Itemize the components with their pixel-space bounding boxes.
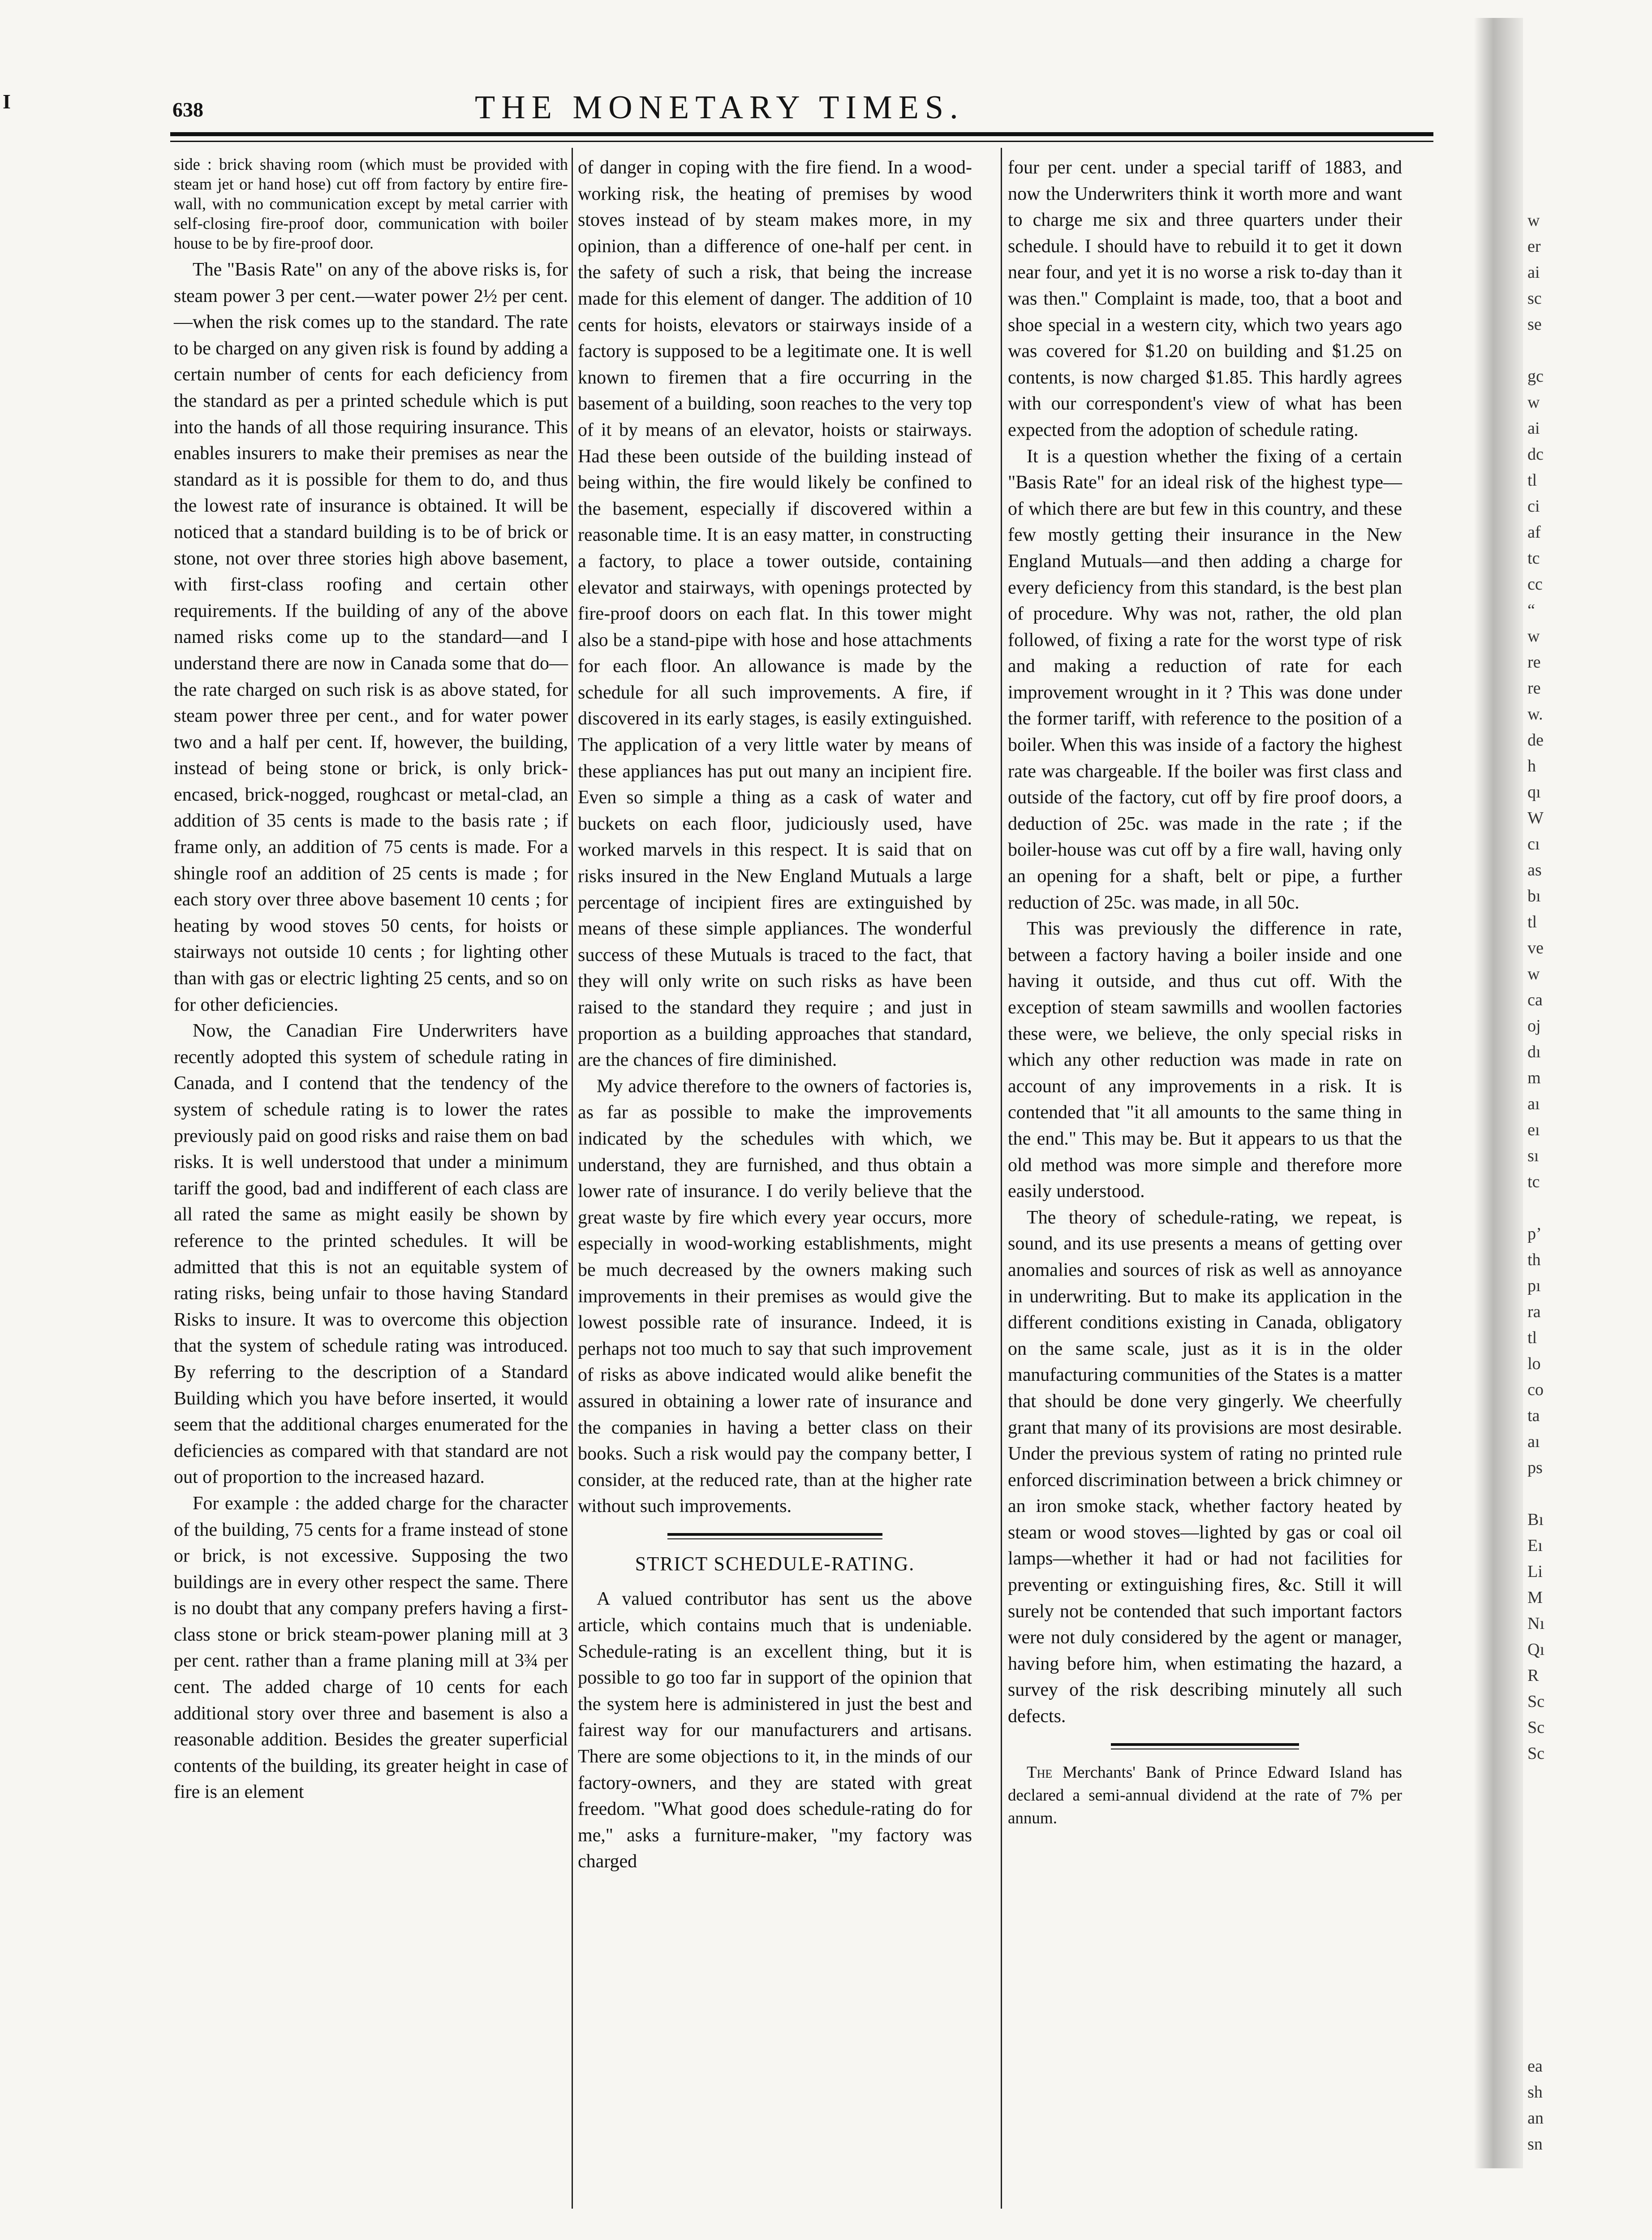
edge-fragment: Qı: [1527, 1640, 1544, 1659]
paragraph: The "Basis Rate" on any of the above risks is, for steam power 3 per cent.—water power 2½ per cent.—when the risk comes up to the standard. The rate to be charged on any given risk is found by adding a certain number of cents for each deficiency from the standard as per a printed schedule which is put into the hands of all those requiring insurance. This enables insurers to make their premises as near the standard as it is possible for them to do, and thus the lowest rate of insurance is obtained. It will be noticed that a standard building is to be of brick or stone, not over three stories high above basement, with first-class roofing and certain other requirements. If the building of any of the above named risks come up to the standard—and I understand there are now in Canada some that do—the rate charged on such risk is as above stated, for steam power three per cent., and for water power two and a half per cent. If, however, the building, instead of being stone or brick, is only brick-encased, brick-nogged, roughcast or metal-clad, an addition of 35 cents is made to the basis rate ; if frame only, an addition of 75 cents is made. For a shingle roof an addition of 25 cents is made ; for each story over three above basement 10 cents ; for heating by wood stoves 50 cents, for hoists or stairways not outside 10 cents ; for lighting other than with gas or electric lighting 25 cents, and so on for other deficiencies.: [174, 259, 568, 1015]
edge-fragment: gc: [1527, 367, 1544, 386]
edge-fragment: w: [1527, 627, 1540, 646]
header-rule-thick: [170, 132, 1433, 136]
edge-fragment: sh: [1527, 2083, 1543, 2102]
note-rule: [1111, 1743, 1299, 1749]
header-rule-thin: [170, 141, 1433, 142]
edge-fragment: ea: [1527, 2057, 1543, 2076]
column-divider-1: [572, 148, 573, 2209]
edge-fragment: w: [1527, 965, 1540, 983]
edge-fragment: ai: [1527, 419, 1540, 438]
masthead-title: THE MONETARY TIMES.: [475, 89, 964, 126]
edge-fragment: w: [1527, 393, 1540, 412]
edge-fragment: Li: [1527, 1562, 1543, 1581]
section-rule: [667, 1533, 882, 1539]
edge-fragment: tl: [1527, 471, 1537, 490]
edge-fragment: R: [1527, 1666, 1539, 1685]
edge-fragment: cı: [1527, 835, 1540, 853]
edge-fragment: th: [1527, 1250, 1541, 1269]
edge-fragment: tl: [1527, 1328, 1537, 1347]
edge-fragment: oj: [1527, 1017, 1541, 1035]
edge-fragment: ai: [1527, 263, 1540, 282]
edge-fragment: M: [1527, 1588, 1543, 1607]
edge-fragment: re: [1527, 679, 1541, 698]
edge-fragment: ra: [1527, 1302, 1541, 1321]
edge-fragment: Sc: [1527, 1718, 1544, 1737]
edge-fragment: qı: [1527, 783, 1541, 801]
edge-fragment: re: [1527, 653, 1541, 672]
edge-fragment: Bı: [1527, 1510, 1544, 1529]
section-rule-thin: [667, 1538, 882, 1539]
edge-fragment: af: [1527, 523, 1541, 542]
edge-fragment: de: [1527, 731, 1544, 750]
paragraph: of danger in coping with the fire fiend. In a wood-working risk, the heating of premises by wood stoves instead of by steam makes more, in my opinion, than a difference of one-half per cent. in the safety of such a risk, that being the increase made for this element of danger. The addition of 10 cents for hoists, elevators or stairways inside of a factory is supposed to be a legitimate one. It is well known to firemen that a fire occurring in the basement of a building, soon reaches to the very top of it by means of an elevator, hoists or stairways. Had these been outside of the building instead of being within, the fire would likely be confined to the basement, especially if discovered within a reasonable time. It is an easy matter, in constructing a factory, to place a tower outside, containing elevator and stairways, with openings protected by fire-proof doors on each flat. In this tower might also be a stand-pipe with hose and hose attachments for each floor. An allowance is made by the schedule for all such improvements. A fire, if discovered in its early stages, is easily extinguished. The application of a very little water by means of these appliances has put out many an incipient fire. Even so simple a thing as a cask of water and buckets on each floor, judiciously used, have worked marvels in this respect. It is said that on risks insured in the New England Mutuals a large percentage of incipient fires are extinguished by means of these simple appliances. The wonderful success of these Mutuals is traced to the fact, that they will only write on such risks as have been raised to the standard they require ; and just in proportion as a building approaches that standard, are the chances of fire diminished.: [578, 157, 972, 1071]
note-text: Merchants' Bank of Prince Edward Island has declared a semi-annual dividend at the rate of 7% per annum.: [1008, 1763, 1402, 1827]
edge-fragment: ve: [1527, 939, 1544, 957]
edge-fragment: “: [1527, 601, 1535, 620]
edge-fragment: sc: [1527, 289, 1542, 308]
note-rule-thick: [1111, 1743, 1299, 1746]
edge-fragment: ca: [1527, 991, 1543, 1009]
page-gutter-shadow: [1474, 18, 1523, 2168]
edge-fragment: eı: [1527, 1120, 1540, 1139]
edge-fragment: an: [1527, 2109, 1544, 2128]
paragraph: For example : the added charge for the character of the building, 75 cents for a frame instead of stone or brick, is not excessive. Supposing the two buildings are in every other respect the same. There is no doubt that any company prefers having a first-class stone or brick steam-power planing mill at 3 per cent. rather than a frame planing mill at 3¾ per cent. The added charge of 10 cents for each additional story over three and basement is also a reasonable addition. Besides the greater superficial contents of the building, its greater height in case of fire is an element: [174, 1493, 568, 1803]
paragraph: It is a question whether the fixing of a certain "Basis Rate" for an ideal risk of the highest type—of which there are but few in this country, and these few mostly getting their insurance in the New England Mutuals—and then adding a charge for every deficiency from this standard, is the best plan of procedure. Why was not, rather, the old plan followed, of fixing a rate for the worst type of risk and making a reduction of rate for each improvement wrought in it ? This was done under the former tariff, with reference to the position of a boiler. When this was inside of a factory the highest rate was chargeable. If the boiler was first class and outside of the factory, cut off by fire proof doors, a deduction of 25c. was made in the rate ; if the boiler-house was cut off by a fire wall, having only an opening for a shaft, belt or pipe, a further reduction of 25c. was made, in all 50c.: [1008, 446, 1402, 913]
edge-fragment: Nı: [1527, 1614, 1544, 1633]
section-rule-thick: [667, 1533, 882, 1536]
edge-fragment: h: [1527, 757, 1536, 775]
edge-fragment: ci: [1527, 497, 1540, 516]
paragraph: A valued contributor has sent us the above article, which contains much that is undeniable. Schedule-rating is an excellent thing, but it is possible to go too far in support of the opinion that the system here is administered in just the best and fairest way for our manufacturers and artisans. There are some objections to it, in the minds of our factory-owners, and they are stated with great freedom. "What good does schedule-rating do for me," asks a furniture-maker, "my factory was charged: [578, 1589, 972, 1872]
edge-fragment: sı: [1527, 1146, 1539, 1165]
column-3: [1008, 155, 1402, 1830]
section-heading: STRICT SCHEDULE-RATING.: [635, 1552, 915, 1575]
paragraph: This was previously the difference in rate, between a factory having a boiler inside and one having it outside, and thus cut off. With the exception of steam sawmills and woollen factories these were, we believe, the only special risks in which any other reduction was made in rate on account of any improvements in a risk. It is contended that "it all amounts to the same thing in the end." This may be. But it appears to us that the old method was more simple and therefore more easily understood.: [1008, 918, 1402, 1202]
edge-fragment: m: [1527, 1068, 1541, 1087]
note-lead: The: [1027, 1763, 1053, 1782]
edge-fragment: tc: [1527, 1172, 1540, 1191]
edge-fragment: co: [1527, 1380, 1544, 1399]
column-2: [578, 155, 972, 1875]
edge-fragment: bı: [1527, 887, 1541, 905]
edge-fragment: dı: [1527, 1042, 1541, 1061]
edge-fragment: ta: [1527, 1406, 1540, 1425]
edge-fragment: Sc: [1527, 1692, 1544, 1711]
edge-fragment: tc: [1527, 549, 1540, 568]
column-divider-2: [1001, 148, 1002, 2209]
paragraph: My advice therefore to the owners of factories is, as far as possible to make the improvements indicated by the schedules with which, we understand, they are furnished, and thus obtain a lower rate of insurance. I do verily believe that the great waste by fire which every year occurs, more especially in wood-working establishments, might be much decreased by the owners making such improvements in their premises as would give the lowest possible rate of insurance. Indeed, it is perhaps not too much to say that such improvement of risks as above indicated would alike benefit the assured in obtaining a lower rate of insurance and the companies in having a better class on their books. Such a risk would pay the company better, I consider, at the reduced rate, than at the higher rate without such improvements.: [578, 1076, 972, 1517]
edge-fragment: p’: [1527, 1224, 1542, 1243]
edge-fragment: w: [1527, 211, 1540, 230]
edge-fragment: aı: [1527, 1094, 1540, 1113]
edge-fragment: lo: [1527, 1354, 1541, 1373]
margin-mark: I: [3, 90, 11, 113]
column-1: [174, 155, 568, 1805]
edge-fragment: er: [1527, 237, 1541, 256]
dividend-note: [1008, 1761, 1402, 1830]
edge-fragment: Sc: [1527, 1744, 1544, 1763]
paragraph: The theory of schedule-rating, we repeat, is sound, and its use presents a means of getting over anomalies and sources of risk as well as annoyance in underwriting. But to make its application in the different conditions existing in Canada, obligatory on the same scale, just as it is in the older manufacturing communities of the States is a matter that should be done very gingerly. We cheerfully grant that many of its provisions are most desirable. Under the previous system of rating no printed rule enforced discrimination between a brick chimney or an iron smoke stack, whether factory heated by steam or wood stoves—lighted by gas or coal oil lamps—whether it had or had not facilities for preventing or extinguishing fires, &c. Still it will surely not be contended that such important factors were not duly considered by the agent or manager, having before him, when estimating the hazard, a survey of the risk describing minutely all such defects.: [1008, 1207, 1402, 1727]
paragraph: four per cent. under a special tariff of 1883, and now the Underwriters think it worth more and want to charge me six and three quarters under their schedule. I should have to rebuild it to get it down near four, and yet it is no worse a risk to-day than it was then." Complaint is made, too, that a boot and shoe special in a western city, which two years ago was covered for $1.20 on building and $1.25 on contents, is now charged $1.85. This hardly agrees with our correspondent's view of what has been expected from the adoption of schedule rating.: [1008, 157, 1402, 440]
edge-fragment: Eı: [1527, 1536, 1543, 1555]
paragraph: Now, the Canadian Fire Underwriters have recently adopted this system of schedule rating in Canada, and I contend that the tendency of the system of schedule rating is to lower the rates previously paid on good risks and raise them on bad risks. It is well understood that under a minimum tariff the good, bad and indifferent of each class are all rated the same as might easily be shown by reference to the printed schedules. It will be admitted that this is not an equitable system of rating risks, being unfair to those having Standard Risks to insure. It was to overcome this objection that the system of schedule rating was introduced. By referring to the description of a Standard Building which you have before inserted, it would seem that the additional charges enumerated for the deficiencies as compared with that standard are not out of proportion to the increased hazard.: [174, 1021, 568, 1488]
page-number: 638: [172, 98, 203, 121]
edge-fragment: cc: [1527, 575, 1543, 594]
edge-fragment: sn: [1527, 2135, 1543, 2154]
edge-fragment: as: [1527, 861, 1542, 879]
edge-fragment: aı: [1527, 1432, 1540, 1451]
edge-fragment: W: [1527, 809, 1544, 827]
edge-fragment: ps: [1527, 1458, 1543, 1477]
edge-fragment: se: [1527, 315, 1542, 334]
edge-fragment: tl: [1527, 913, 1537, 931]
paragraph: side : brick shaving room (which must be provided with steam jet or hand hose) cut off from factory by entire fire-wall, with no communication except by metal carrier with self-closing fire-proof door, communication with boiler house to be by fire-proof door.: [174, 155, 568, 252]
edge-fragment: dc: [1527, 445, 1544, 464]
edge-fragment: pı: [1527, 1276, 1541, 1295]
edge-fragment: w.: [1527, 705, 1543, 724]
